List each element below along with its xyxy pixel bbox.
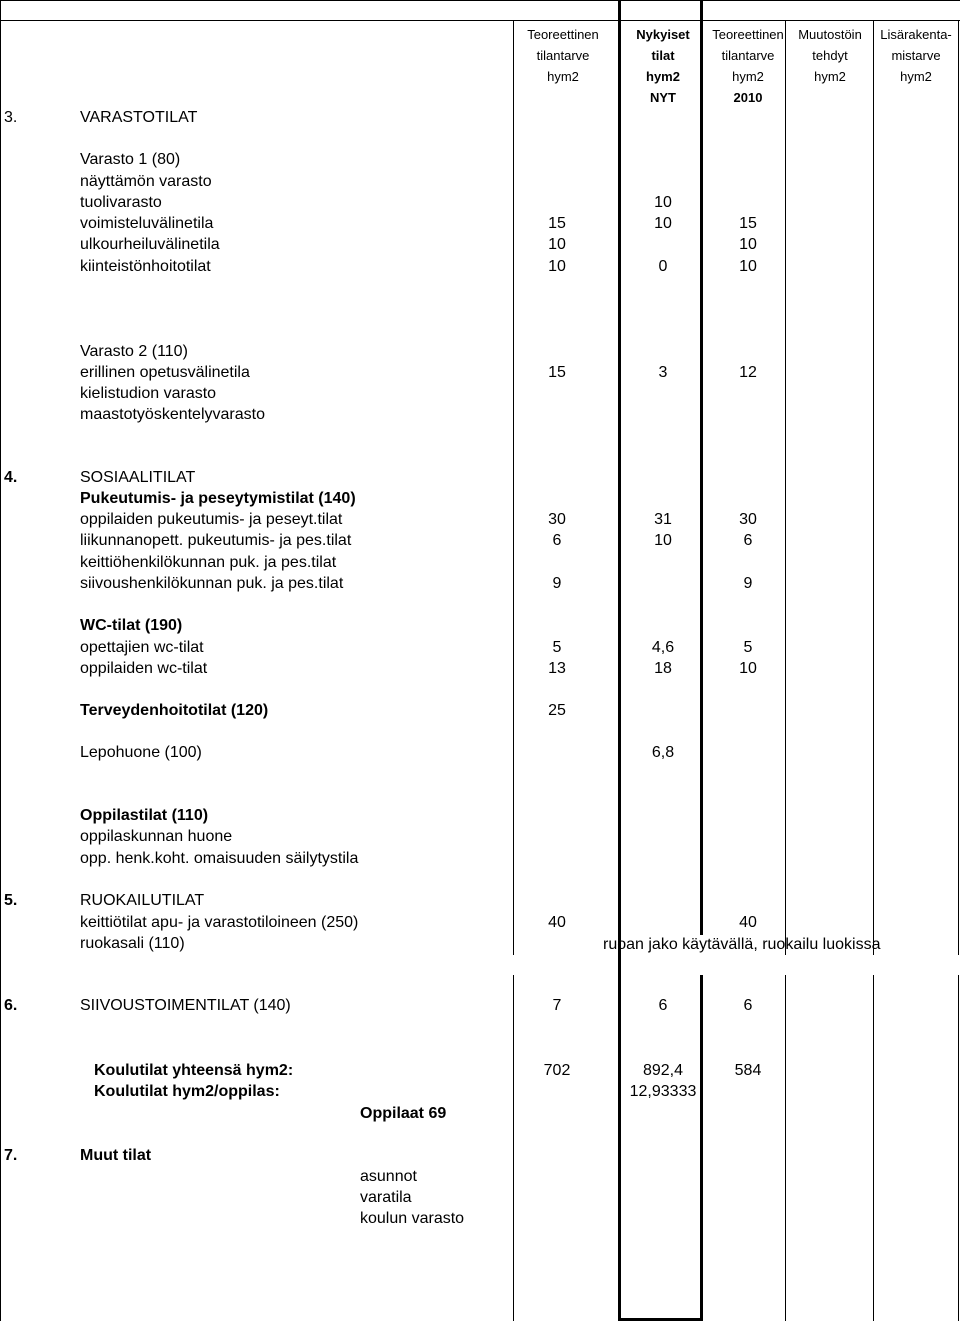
header-col-4-line-3: hym2 (814, 69, 846, 84)
row-label: VARASTOTILAT (80, 109, 198, 126)
cell-value: 18 (654, 660, 672, 677)
section-number: 7. (4, 1147, 18, 1164)
row-label: maastotyöskentelyvarasto (80, 406, 265, 423)
row-label: SIIVOUSTOIMENTILAT (140) (80, 997, 291, 1014)
cell-value: 31 (654, 511, 672, 528)
row-label: oppilaskunnan huone (80, 828, 233, 845)
col-sep-right-b (958, 975, 959, 1321)
header-col-1-line-3: hym2 (547, 69, 579, 84)
cell-value: 15 (548, 364, 566, 381)
cell-value: 6 (743, 997, 753, 1014)
row-label: Pukeutumis- ja peseytymistilat (140) (80, 490, 356, 507)
cell-value: 6,8 (651, 744, 675, 761)
cell-value: 0 (658, 258, 668, 275)
cell-value: 10 (654, 215, 672, 232)
cell-value: 6 (658, 997, 668, 1014)
row-label: ruokasali (110) (80, 935, 185, 952)
row-label: WC-tilat (190) (80, 617, 183, 634)
col-sep-5 (873, 20, 874, 955)
cell-value: 10 (548, 236, 566, 253)
cell-value: 5 (552, 639, 562, 656)
row-label: siivoushenkilökunnan puk. ja pes.tilat (80, 575, 344, 592)
col-sep-4 (785, 20, 786, 955)
cell-value: 7 (552, 997, 562, 1014)
cell-value: 30 (739, 511, 757, 528)
cell-value: 10 (739, 660, 757, 677)
row-label: voimisteluvälinetila (80, 215, 214, 232)
cell-value: 12,93333 (629, 1083, 697, 1100)
cell-value: 12 (739, 364, 757, 381)
muut-item-1: asunnot (360, 1168, 417, 1185)
row-label: Oppilastilat (110) (80, 807, 209, 824)
header-col-3-line-2: tilantarve (721, 48, 775, 63)
row-label: keittiötilat apu- ja varastotiloineen (250) (80, 914, 359, 931)
cell-value: 10 (654, 532, 672, 549)
row-label: oppilaiden pukeutumis- ja peseyt.tilat (80, 511, 343, 528)
row-label: Varasto 2 (110) (80, 343, 188, 360)
ruokasali-note: ruoan jako käytävällä, ruokailu luokissa (603, 936, 881, 953)
cell-value: 30 (548, 511, 566, 528)
header-col-5-line-2: mistarve (891, 48, 941, 63)
row-label: ulkourheiluvälinetila (80, 236, 220, 253)
oppilaat-count: Oppilaat 69 (360, 1105, 447, 1122)
header-col-2-line-4: NYT (650, 90, 676, 105)
row-label: liikunnanopett. pukeutumis- ja pes.tilat (80, 532, 352, 549)
header-col-1-line-1: Teoreettinen (527, 27, 599, 42)
cell-value: 3 (658, 364, 668, 381)
muut-item-2: varatila (360, 1189, 412, 1206)
cell-value: 40 (548, 914, 566, 931)
cell-value: 10 (739, 258, 757, 275)
cell-value: 10 (739, 236, 757, 253)
cell-value: 15 (739, 215, 757, 232)
cell-value: 40 (739, 914, 757, 931)
col-sep-1b (513, 975, 514, 1321)
cell-value: 6 (743, 532, 753, 549)
section-number: 4. (4, 469, 18, 486)
header-divider (0, 20, 960, 21)
row-label: Terveydenhoitotilat (120) (80, 702, 269, 719)
col-sep-nyt-left (618, 0, 621, 1321)
header-col-4-line-2: tehdyt (812, 48, 848, 63)
cell-value: 25 (548, 702, 566, 719)
left-border (0, 0, 1, 1321)
cell-value: 702 (543, 1062, 571, 1079)
row-label: Varasto 1 (80) (80, 151, 181, 168)
header-col-2-line-1: Nykyiset (636, 27, 690, 42)
row-label: näyttämön varasto (80, 173, 212, 190)
row-label: RUOKAILUTILAT (80, 892, 205, 909)
col-sep-4b (785, 975, 786, 1321)
col-sep-5b (873, 975, 874, 1321)
cell-value: 9 (552, 575, 562, 592)
header-col-5-line-1: Lisärakenta- (880, 27, 952, 42)
header-col-3-line-3: hym2 (732, 69, 764, 84)
header-col-5-line-3: hym2 (900, 69, 932, 84)
row-label: kiinteistönhoitotilat (80, 258, 211, 275)
cell-value: 4,6 (651, 639, 675, 656)
cell-value: 13 (548, 660, 566, 677)
row-label: Muut tilat (80, 1147, 152, 1164)
row-label: erillinen opetusvälinetila (80, 364, 250, 381)
row-label: Koulutilat hym2/oppilas: (94, 1083, 280, 1100)
header-col-2-line-2: tilat (651, 48, 675, 63)
muut-item-3: koulun varasto (360, 1210, 465, 1227)
row-label: oppilaiden wc-tilat (80, 660, 208, 677)
cell-value: 10 (654, 194, 672, 211)
cell-value: 15 (548, 215, 566, 232)
cell-value: 584 (734, 1062, 762, 1079)
col-sep-nyt-right-b (700, 975, 703, 1321)
header-col-2-line-3: hym2 (646, 69, 680, 84)
cell-value: 10 (548, 258, 566, 275)
col-sep-nyt-right (700, 0, 703, 935)
section-number: 3. (4, 109, 18, 126)
header-col-3-line-1: Teoreettinen (712, 27, 784, 42)
header-col-4-line-1: Muutostöin (798, 27, 862, 42)
top-border (0, 0, 960, 1)
section-number: 6. (4, 997, 18, 1014)
row-label: keittiöhenkilökunnan puk. ja pes.tilat (80, 554, 337, 571)
row-label: Lepohuone (100) (80, 744, 202, 761)
row-label: opettajien wc-tilat (80, 639, 204, 656)
header-col-3-line-4: 2010 (733, 90, 763, 105)
cell-value: 892,4 (642, 1062, 684, 1079)
section-number: 5. (4, 892, 18, 909)
cell-value: 6 (552, 532, 562, 549)
row-label: SOSIAALITILAT (80, 469, 196, 486)
header-col-1-line-2: tilantarve (536, 48, 590, 63)
row-label: tuolivarasto (80, 194, 162, 211)
row-label: Koulutilat yhteensä hym2: (94, 1062, 294, 1079)
cell-value: 5 (743, 639, 753, 656)
col-sep-1 (513, 20, 514, 955)
cell-value: 9 (743, 575, 753, 592)
row-label: opp. henk.koht. omaisuuden säilytystila (80, 850, 359, 867)
col-sep-right (958, 20, 959, 955)
row-label: kielistudion varasto (80, 385, 217, 402)
